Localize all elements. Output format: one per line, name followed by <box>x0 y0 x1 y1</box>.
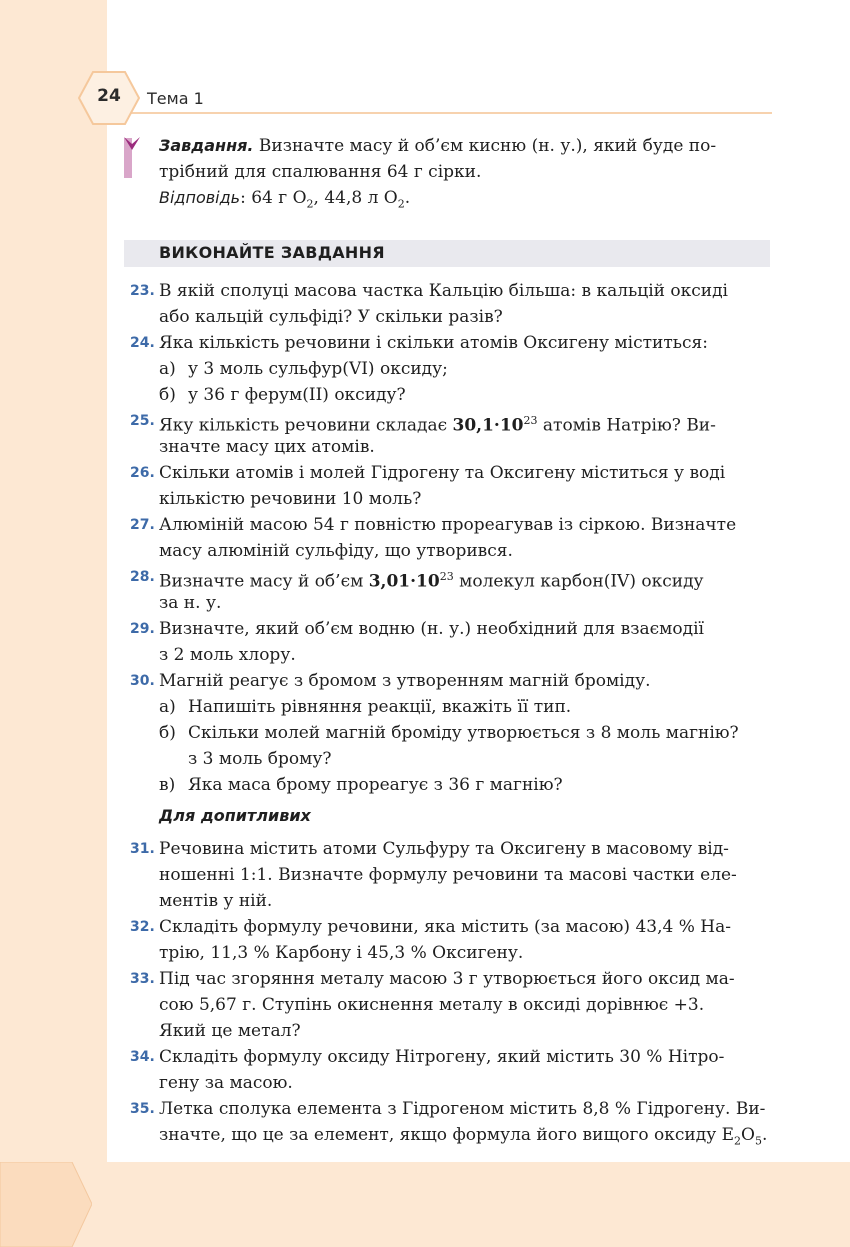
item-letter: б) <box>159 723 176 743</box>
subheading: Для допитливих <box>159 806 311 825</box>
exercise-number: 23. <box>130 283 155 299</box>
exercise-number: 26. <box>130 465 155 481</box>
exercise-line: Яка кількість речовини і скільки атомів Оксигену міститься: <box>159 333 708 353</box>
item-letter: в) <box>159 775 176 795</box>
exercise-line: Визначте, який об’єм водню (н. у.) необхідний для взаємодії <box>159 619 704 639</box>
exercise-number: 28. <box>130 569 155 585</box>
bottom-tab-decoration <box>0 1162 92 1247</box>
item-text: Скільки молей магній броміду утворюється з 8 моль магнію? <box>188 723 739 743</box>
page-number: 24 <box>97 86 121 106</box>
exercise-number: 35. <box>130 1101 155 1117</box>
exercise-line: сою 5,67 г. Ступінь окиснення металу в оксиді дорівнює +3. <box>159 995 705 1015</box>
exercise-line: або кальцій сульфіді? У скільки разів? <box>159 307 503 327</box>
exercise-number: 32. <box>130 919 155 935</box>
exercise-line: ментів у ній. <box>159 891 273 911</box>
exercise-number: 24. <box>130 335 155 351</box>
exercise-line: Летка сполука елемента з Гідрогеном містить 8,8 % Гідрогену. Ви- <box>159 1099 766 1119</box>
exercise-line: Складіть формулу речовини, яка містить (за масою) 43,4 % На- <box>159 917 731 937</box>
item-text: у 36 г ферум(II) оксиду? <box>188 385 406 405</box>
exercise-line: за н. у. <box>159 593 222 613</box>
exercise-number: 31. <box>130 841 155 857</box>
exercise-line: В якій сполуці масова частка Кальцію більша: в кальцій оксиді <box>159 281 728 301</box>
exercise-line: Складіть формулу оксиду Нітрогену, який містить 30 % Нітро- <box>159 1047 725 1067</box>
exercise-line: кількістю речовини 10 моль? <box>159 489 422 509</box>
task-answer: Відповідь: 64 г $O_2$, 44,8 л $O_2$. <box>159 188 411 211</box>
exercise-line: гену за масою. <box>159 1073 293 1093</box>
section-heading: ВИКОНАЙТЕ ЗАВДАННЯ <box>159 243 385 262</box>
exercise-line: значте, що це за елемент, якщо формула його вищого оксиду $E_2O_5$. <box>159 1125 768 1148</box>
item-letter: а) <box>159 697 176 717</box>
exercise-line: значте масу цих атомів. <box>159 437 375 457</box>
item-letter: б) <box>159 385 176 405</box>
item-text-cont: з 3 моль брому? <box>188 749 332 769</box>
task-label: Завдання. <box>159 136 254 155</box>
item-text: Напишіть рівняння реакції, вкажіть її тип. <box>188 697 572 717</box>
exercise-line: Речовина містить атоми Сульфуру та Оксигену в масовому від- <box>159 839 729 859</box>
exercise-line: Магній реагує з бромом з утворенням магній броміду. <box>159 671 651 691</box>
bottom-band <box>0 1162 850 1247</box>
side-strip <box>0 0 107 1162</box>
section-label: Тема 1 <box>147 89 204 108</box>
exercise-number: 25. <box>130 413 155 429</box>
exercise-number: 29. <box>130 621 155 637</box>
exercise-line: Яку кількість речовини складає $30,1\cdot 10^{23}$ атомів Натрію? Ви- <box>159 414 716 436</box>
exercise-line: ношенні 1:1. Визначте формулу речовини та масові частки еле- <box>159 865 737 885</box>
header-rule <box>104 112 772 114</box>
checkmark-icon <box>124 137 140 151</box>
exercise-number: 34. <box>130 1049 155 1065</box>
exercise-line: Визначте масу й об’єм $3,01\cdot 10^{23}$ молекул карбон(IV) оксиду <box>159 570 704 592</box>
exercise-number: 30. <box>130 673 155 689</box>
item-text: Яка маса брому прореагує з 36 г магнію? <box>188 775 563 795</box>
exercise-line: Під час згоряння металу масою 3 г утворюється його оксид ма- <box>159 969 735 989</box>
exercise-line: трію, 11,3 % Карбону і 45,3 % Оксигену. <box>159 943 524 963</box>
item-text: у 3 моль сульфур(VI) оксиду; <box>188 359 448 379</box>
exercise-line: Алюміній масою 54 г повністю прореагував із сіркою. Визначте <box>159 515 737 535</box>
item-letter: а) <box>159 359 176 379</box>
exercise-line: масу алюміній сульфіду, що утворився. <box>159 541 513 561</box>
exercise-number: 33. <box>130 971 155 987</box>
task-line-1: Завдання. Визначте масу й об’єм кисню (н. у.), який буде по- <box>159 136 717 156</box>
exercise-line: Скільки атомів і молей Гідрогену та Оксигену міститься у воді <box>159 463 726 483</box>
exercise-line: Який це метал? <box>159 1021 301 1041</box>
task-line-2: трібний для спалювання 64 г сірки. <box>159 162 482 182</box>
exercise-line: з 2 моль хлору. <box>159 645 296 665</box>
exercise-number: 27. <box>130 517 155 533</box>
